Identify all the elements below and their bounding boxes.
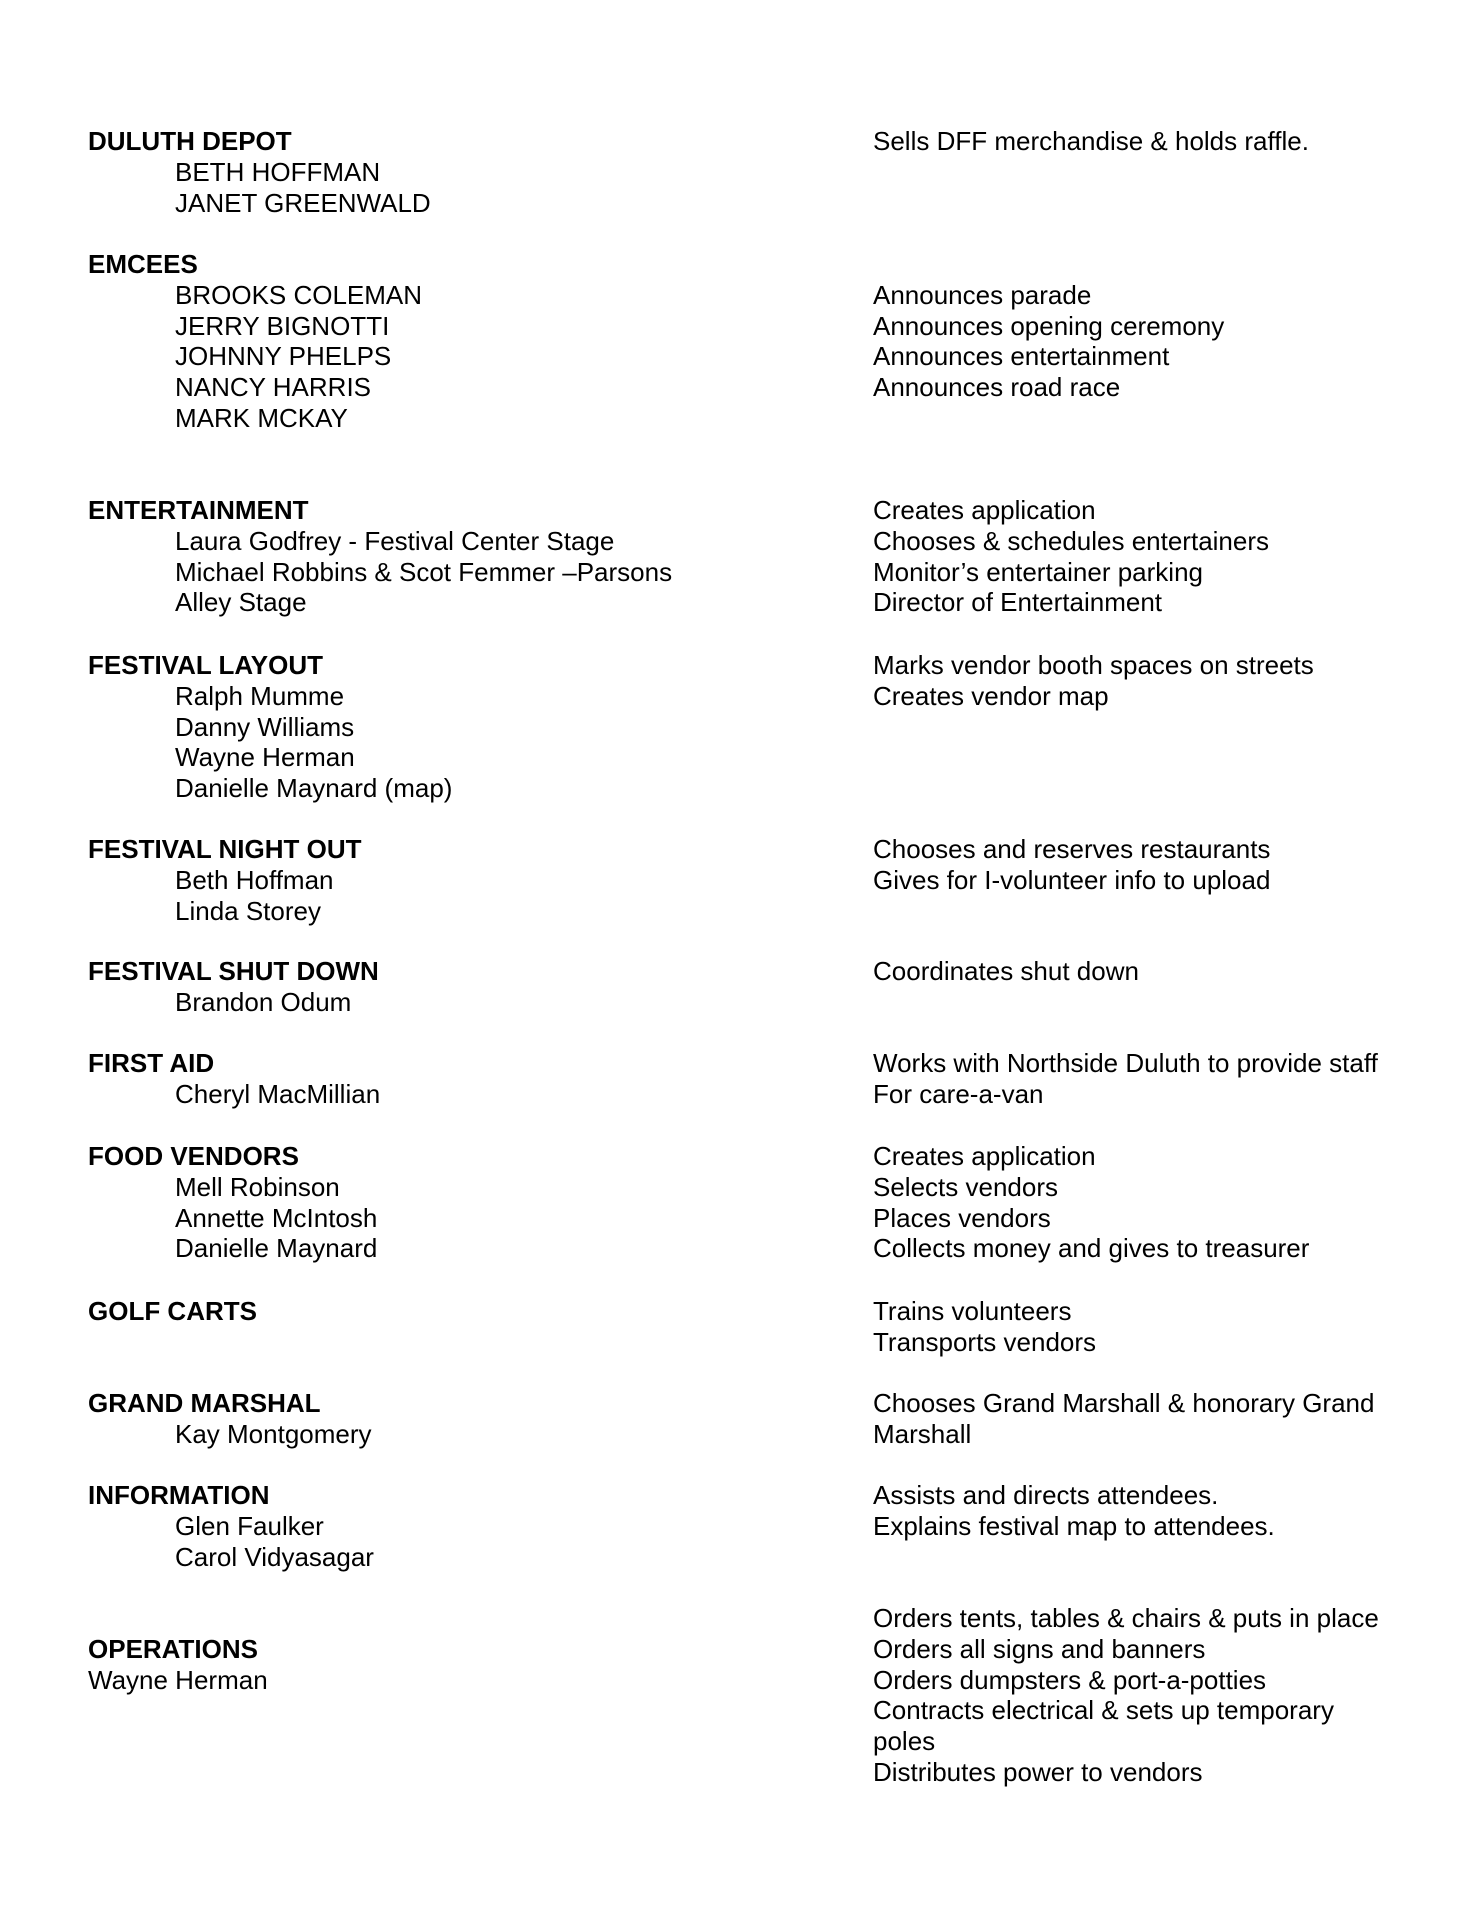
duty-text: Explains festival map to attendees. (873, 1510, 1275, 1541)
duty-text: Selects vendors (873, 1171, 1058, 1202)
member-name: JOHNNY PHELPS (175, 341, 392, 372)
duty-text: Chooses Grand Marshall & honorary Grand Marshall (873, 1388, 1375, 1449)
duty-text: Creates vendor map (873, 680, 1109, 711)
section-title: GOLF CARTS (88, 1296, 257, 1326)
section-title: FESTIVAL NIGHT OUT (88, 834, 362, 864)
duty-text: Creates application (873, 1141, 1096, 1171)
duty-text: Orders tents, tables & chairs & puts in place (873, 1603, 1379, 1633)
member-name: BETH HOFFMAN (175, 156, 381, 187)
member-name: Carol Vidyasagar (175, 1541, 374, 1572)
duty-text: Assists and directs attendees. (873, 1480, 1219, 1510)
duty-text: Works with Northside Duluth to provide staff (873, 1048, 1378, 1078)
section-title: DULUTH DEPOT (88, 126, 292, 156)
member-name: JANET GREENWALD (175, 187, 431, 218)
member-name: Cheryl MacMillian (175, 1078, 381, 1109)
duty-text: Orders all signs and banners (873, 1633, 1206, 1664)
member-name: BROOKS COLEMAN (175, 279, 423, 310)
member-name: Alley Stage (175, 587, 307, 618)
section-title: ENTERTAINMENT (88, 495, 309, 525)
section-title: OPERATIONS (88, 1633, 258, 1664)
section-title: GRAND MARSHAL (88, 1388, 321, 1418)
member-name: Linda Storey (175, 895, 321, 926)
section-title: FOOD VENDORS (88, 1141, 299, 1171)
member-name: Glen Faulker (175, 1510, 324, 1541)
duty-text: Announces parade (873, 279, 1092, 310)
member-name: Kay Montgomery (175, 1418, 372, 1449)
duty-text: Chooses and reserves restaurants (873, 834, 1271, 864)
member-name: JERRY BIGNOTTI (175, 310, 390, 341)
duty-text: Collects money and gives to treasurer (873, 1233, 1310, 1264)
duty-text: Transports vendors (873, 1326, 1097, 1357)
section-title: FESTIVAL LAYOUT (88, 650, 323, 680)
member-name: Beth Hoffman (175, 864, 334, 895)
duty-text: Announces entertainment (873, 341, 1170, 372)
member-name: Danielle Maynard (map) (175, 773, 453, 804)
duty-text: Gives for I-volunteer info to upload (873, 864, 1271, 895)
member-name: Wayne Herman (88, 1664, 268, 1695)
duty-text: Sells DFF merchandise & holds raffle. (873, 126, 1309, 156)
section-title: INFORMATION (88, 1480, 270, 1510)
duty-text: Chooses & schedules entertainers (873, 525, 1270, 556)
member-name: Mell Robinson (175, 1171, 340, 1202)
duty-text: For care-a-van (873, 1078, 1044, 1109)
member-name: MARK MCKAY (175, 402, 348, 433)
duty-text: Distributes power to vendors (873, 1756, 1203, 1787)
duty-text: Creates application (873, 495, 1096, 525)
member-name: Danielle Maynard (175, 1233, 378, 1264)
duty-text: Marks vendor booth spaces on streets (873, 650, 1314, 680)
duty-text: Director of Entertainment (873, 587, 1163, 618)
member-name: Brandon Odum (175, 986, 352, 1017)
duty-text: Announces opening ceremony (873, 310, 1225, 341)
member-name: NANCY HARRIS (175, 372, 372, 403)
member-name: Annette McIntosh (175, 1202, 378, 1233)
member-name: Danny Williams (175, 711, 355, 742)
section-title: EMCEES (88, 249, 198, 279)
duty-text: Places vendors (873, 1202, 1051, 1233)
duty-text: Orders dumpsters & port-a-potties (873, 1664, 1267, 1695)
member-name: Michael Robbins & Scot Femmer –Parsons (175, 556, 673, 587)
section-title: FESTIVAL SHUT DOWN (88, 956, 379, 986)
duty-text: Coordinates shut down (873, 956, 1139, 986)
duty-text: Announces road race (873, 372, 1121, 403)
member-name: Laura Godfrey - Festival Center Stage (175, 525, 615, 556)
duty-text: Monitor’s entertainer parking (873, 556, 1203, 587)
duty-text: Contracts electrical & sets up temporary poles (873, 1695, 1334, 1757)
duty-text: Trains volunteers (873, 1296, 1072, 1326)
member-name: Wayne Herman (175, 742, 355, 773)
section-title: FIRST AID (88, 1048, 215, 1078)
member-name: Ralph Mumme (175, 680, 345, 711)
